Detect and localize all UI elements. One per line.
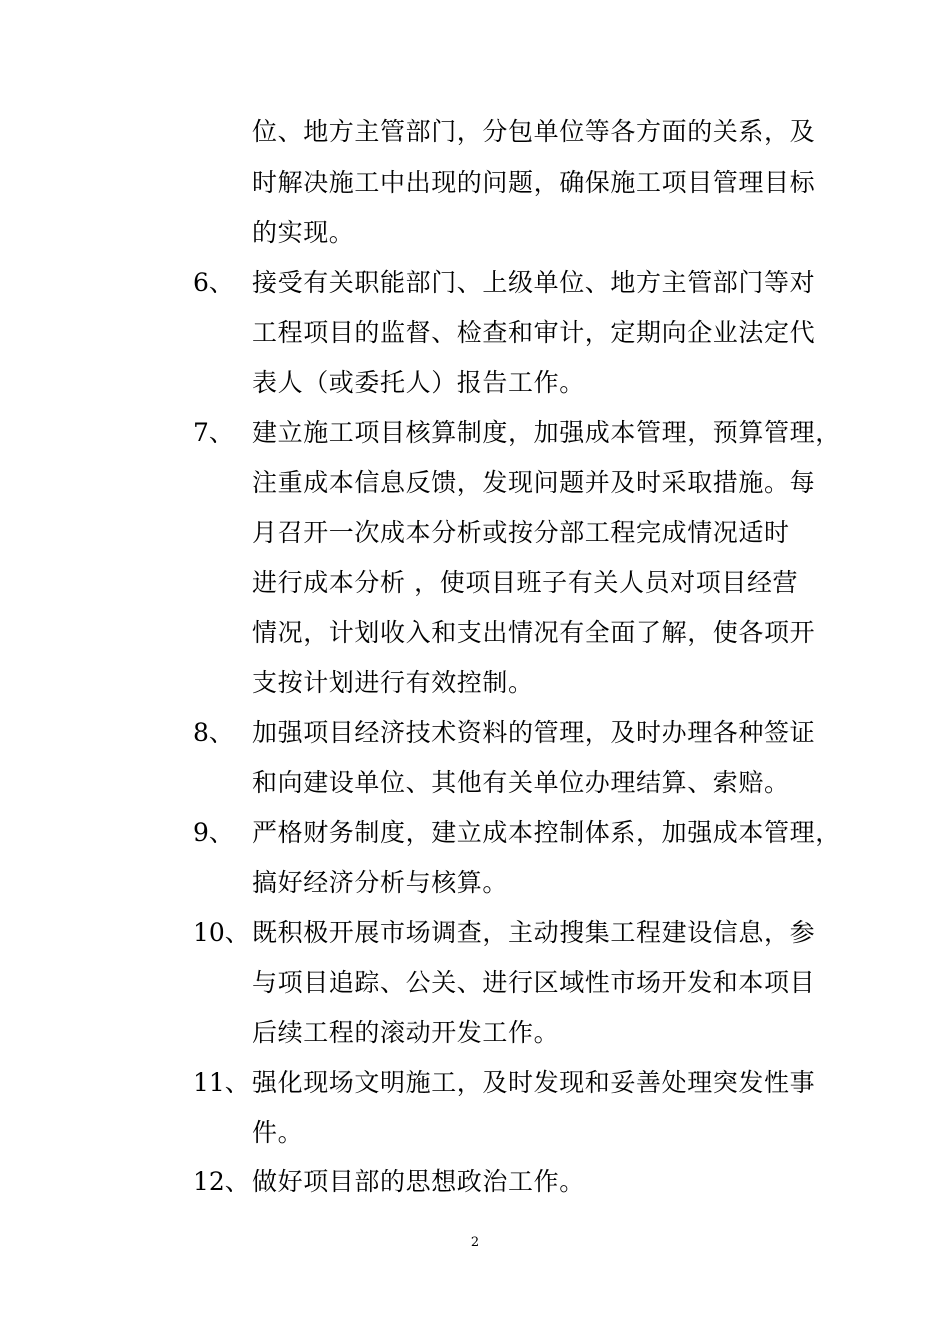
text-line: 位、地方主管部门，分包单位等各方面的关系，及: [252, 117, 816, 146]
item-number: 9、: [193, 818, 234, 847]
text-line: 后续工程的滚动开发工作。: [252, 1018, 560, 1047]
text-line: 工程项目的监督、检查和审计，定期向企业法定代: [252, 318, 816, 347]
text-line: 做好项目部的思想政治工作。: [252, 1167, 585, 1196]
text-line: 既积极开展市场调查，主动搜集工程建设信息，参: [252, 918, 816, 947]
text-line: 件。: [252, 1118, 304, 1147]
text-line: 搞好经济分析与核算。: [252, 868, 509, 897]
item-number: 11、: [193, 1068, 250, 1097]
text-line: 建立施工项目核算制度，加强成本管理，预算管理，: [252, 418, 841, 447]
item-number: 6、: [193, 268, 234, 297]
text-line: 进行成本分析 ，使项目班子有关人员对项目经营: [252, 568, 799, 597]
text-line: 时解决施工中出现的问题，确保施工项目管理目标: [252, 168, 816, 197]
item-number: 10、: [193, 918, 250, 947]
text-line: 注重成本信息反馈，发现问题并及时采取措施。每: [252, 468, 816, 497]
text-line: 表人（或委托人）报告工作。: [252, 368, 585, 397]
text-line: 加强项目经济技术资料的管理，及时办理各种签证: [252, 718, 816, 747]
item-number: 7、: [193, 418, 234, 447]
text-line: 月召开一次成本分析或按分部工程完成情况适时: [252, 518, 790, 547]
text-line: 和向建设单位、其他有关单位办理结算、索赔。: [252, 768, 790, 797]
text-line: 严格财务制度，建立成本控制体系，加强成本管理，: [252, 818, 841, 847]
text-line: 与项目追踪、公关、进行区域性市场开发和本项目: [252, 968, 816, 997]
text-line: 强化现场文明施工，及时发现和妥善处理突发性事: [252, 1068, 816, 1097]
page-number: 2: [470, 1235, 480, 1250]
item-number: 12、: [193, 1167, 250, 1196]
text-line: 的实现。: [252, 218, 355, 247]
text-line: 接受有关职能部门、上级单位、地方主管部门等对: [252, 268, 816, 297]
item-number: 8、: [193, 718, 234, 747]
text-line: 支按计划进行有效控制。: [252, 668, 534, 697]
text-line: 情况，计划收入和支出情况有全面了解，使各项开: [252, 618, 816, 647]
